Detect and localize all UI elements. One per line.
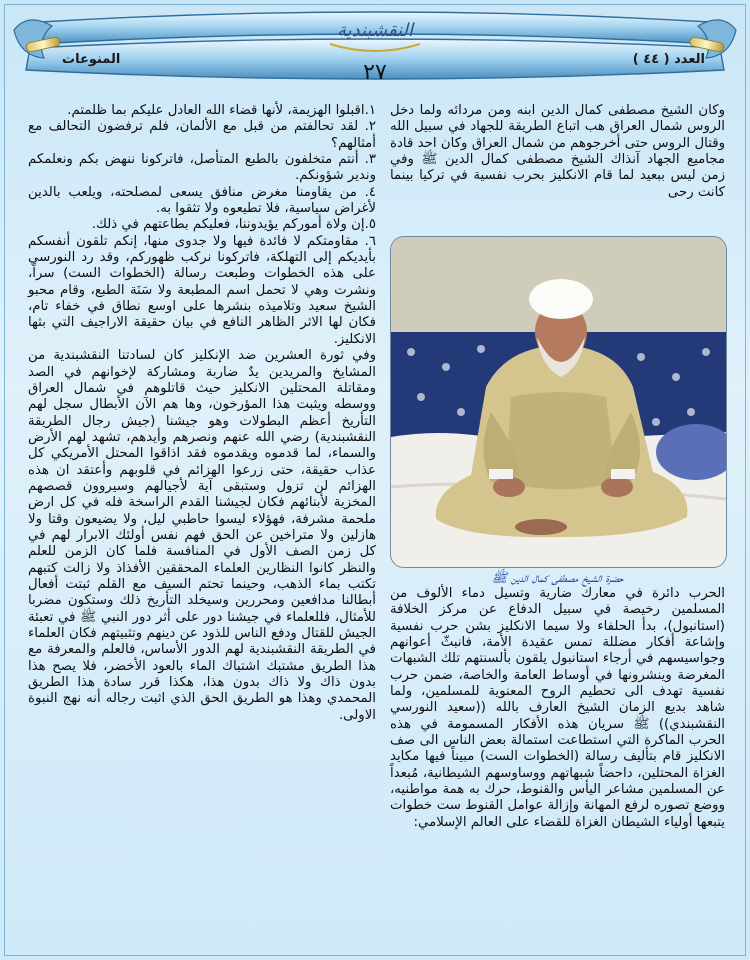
list-item: ١.اقبلوا الهزيمة، لأنها قضاء الله العادل عليكم بما ظلمتم. bbox=[67, 103, 376, 118]
right-column-top-text bbox=[390, 103, 725, 201]
list-item: ٦. مقاومتكم لا فائدة فيها ولا جدوى منها، إنكم تلقون أنفسكم بأيديكم إلى التهلكة، فاتركونا نركب ظهوركم، وقد رد النورسي على هذه الخطوات وطبعت رسالة (الخطوات الست) سراً، ونشرت وهي لا تحمل اسم المطبعة ولا سَنَة الطبع، وقام محبو الشيخ سعيد وتلاميذه بنشرها على اوسع نطاق في خفاء تام، فكان لها الاثر الظاهر النافع في بيان حقيقة الاراجيف التي بثها الانكليز. bbox=[28, 233, 376, 347]
section-label: المنوعات bbox=[62, 52, 121, 67]
list-item: ٢. لقد تحالفتم من قبل مع الألمان، فلم ترفضون التحالف مع أمثالهم؟ bbox=[28, 119, 376, 151]
list-item: ٤. من يقاومنا مغرض منافق يسعى لمصلحته، ويلعب بالدين لأغراض سياسية، فلا تطيعوه ولا تثقوا به. bbox=[28, 184, 376, 217]
photo-caption: حضرة الشيخ مصطفى كمال الدين ﷺ bbox=[491, 571, 624, 586]
paragraph: وفي ثورة العشرين ضد الإنكليز كان لسادتنا النقشبندية من المشايخ والمريدين يدٌ ضاربة ومشاركة لإخوانهم في الصد ومقاتلة المحتلين الانكليز حيث قاتلوهم في شمال العراق ووسطه ويثبت هذا المؤرخون، وها هم الآن الأبطال سجل لهم التأريخ أعظم البطولات وهو جيشنا (جيش رجال الطريقة النقشبندية) رضي الله عنهم ونصرهم وأيدهم، تشهد لهم الأرض والسماء، لما قدموه ويقدموه فقد اذاقوا المحتل الأمريكي كل عذاب حقيقة، حتى زرعوا الهزائم في قلوبهم وأعتقد ان هذه الهزائم لن تزول وستبقى آية لأجيالهم وسيروون قصصهم المخزية لأبنائهم فكان لجيشنا القدم الراسخة فله في كل ارض ملحمة مشرفة، فهؤلاء ليسوا حاطبي ليل، ولا يضيعون وقتا ولا هازلين ولا متراخين عن الحق فهم نفس أولئك الابرار لهم في كل زمن الصف الأول في المنافسة فلما كان الزمن للعلم والنظر كانوا النظارين العلماء المحققين الأفذاذ ولا زالت كتبهم تكتب بماء الذهب، وحينما تحتم السيف مع القلم ثبتت أفعال أبطالنا مدافعين ومحررين وسيخلد التأريخ ذلك وستكون مضربا للأمثال، فللعلماء في جيشنا دور على أثر دور النبي ﷺ في تعبئة الجيش للقتال ودفع الناس للذود عن دينهم وتثبيتهم فكان العلماء في الطريقة النقشبندية لهم الدور الأساس، فالعلم والمعرفة مع هذا الطريق مشتبك اشتباك الماء بالعود الأخضر، فلا يصح هذا بدون ذاك ولا ذاك بدون هذا، هكذا قرر سادة هذا الطريق المحمدي وهذا هو الطريق الحق الذي اثبت رجاله أنه نهج النبوة الاولى. bbox=[28, 348, 376, 723]
right-column-bottom-text bbox=[390, 586, 725, 831]
header-banner bbox=[0, 0, 750, 100]
paragraph: وكان الشيخ مصطفى كمال الدين ابنه ومن مردائه ولما دخل الروس شمال العراق هب اتباع الطريقة للجهاد في سبيل الله وقتال الروس حتى أخرجوهم من شمال العراق وكان احد قادة مجاميع الجهاد آنذاك الشيخ مصطفى كمال الدين ﷺ وفي زمن ليس ببعيد لما قام الانكليز بحرب نفسية في تركيا بينما كانت رحى bbox=[390, 103, 725, 200]
left-column-text bbox=[28, 103, 376, 724]
paragraph: الحرب دائرة في معارك ضارية وتسيل دماء الألوف من المسلمين رخيصة في سبيل الدفاع عن مركز الخلافة (استانبول)، بدأ الحلفاء ولا سيما الانكليز بشن حرب نفسية وإشاعة أفكار مضللة تمس عقيدة الأمة، فانبثّ أعوانهم وجواسيسهم في أرجاء استانبول يلقون بألسنتهم تلك الشبهات المغرضة وينشرونها في أوساط العامة والخاصة، ضمن حرب نفسية تهدف الى تحطيم الروح المعنوية للمسلمين، ولما شاهد بديع الزمان الشيخ العارف بالله ((سعيد النورسي النقشبندي)) ﷺ سريان هذه الأفكار المسمومة في هذه الحرب الماكرة التي استطاعت استمالة بعض الناس الى صف الانكليز قام بتأليف رسالة (الخطوات الست) مبيناً فيها مكايد الغزاة المحتلين، داحضاً شبهاتهم ووساوسهم الشيطانية، مُبعداً عن المسلمين مشاعر اليأس والقنوط، حرك به همة مواطنيه، ووضع تصوره لرفع المهانة وإزالة عوامل القنوط ست خطوات يتبعها أولياء الشيطان الغزاة للقضاء على العالم الإسلامي: bbox=[390, 586, 725, 830]
sheikh-photo bbox=[390, 236, 727, 568]
portrait-image bbox=[391, 237, 726, 567]
page-number: ٢٧ bbox=[363, 60, 387, 85]
list-item: ٥.إن ولاة أموركم يؤيدوننا، فعليكم بطاعتهم في ذلك. bbox=[91, 217, 376, 233]
list-item: ٣. أنتم متخلفون بالطبع المتأصل، فاتركونا ننهض بكم ونعلمكم وندير شؤونكم. bbox=[28, 152, 376, 184]
issue-number: العدد ( ٤٤ ) bbox=[632, 52, 705, 67]
banner-ribbon-graphic bbox=[0, 0, 750, 100]
magazine-title: النقشبندية bbox=[336, 20, 414, 41]
